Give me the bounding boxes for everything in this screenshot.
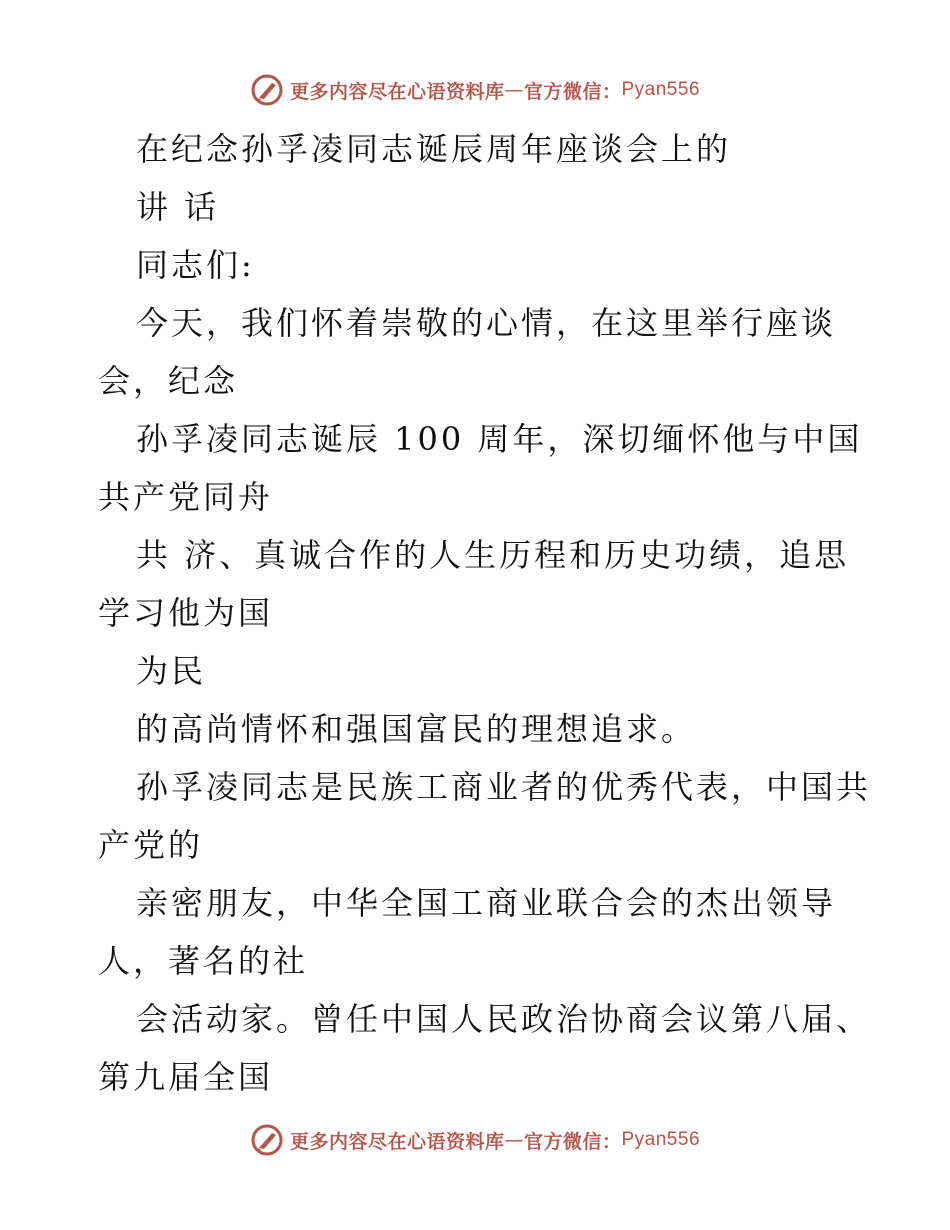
- banner-text: 更多内容尽在心语资料库: [289, 1130, 505, 1153]
- text-line: 人，著名的社: [98, 942, 309, 980]
- header-banner: [0, 70, 950, 110]
- text-line: 讲 话: [136, 188, 220, 226]
- banner-separator: —: [504, 79, 524, 101]
- text-line: 第九届全国: [98, 1058, 274, 1096]
- text-line: 共 济、真诚合作的人生历程和历史功绩，追思: [136, 536, 850, 574]
- banner-separator: —: [504, 1129, 524, 1151]
- quill-pen-icon: [250, 73, 284, 107]
- banner-text: 更多内容尽在心语资料库: [289, 80, 505, 103]
- footer-banner: [0, 1120, 950, 1160]
- quill-pen-icon: [250, 1123, 284, 1157]
- document-body: [98, 120, 898, 1106]
- text-line: 今天，我们怀着崇敬的心情，在这里举行座谈: [136, 304, 837, 342]
- text-line: 同志们:: [136, 246, 255, 284]
- text-line: 学习他为国: [98, 594, 274, 632]
- text-line: 的高尚情怀和强国富民的理想追求。: [136, 710, 697, 748]
- text-line: 共产党同舟: [98, 478, 274, 516]
- banner-wechat-label: 官方微信：: [523, 80, 622, 103]
- banner-wechat-label: 官方微信：: [523, 1130, 622, 1153]
- text-line: 亲密朋友，中华全国工商业联合会的杰出领导: [136, 884, 837, 922]
- text-line: 孙孚凌同志诞辰 100 周年，深切缅怀他与中国: [136, 420, 863, 458]
- text-line: 在纪念孙孚凌同志诞辰周年座谈会上的: [136, 130, 732, 168]
- banner-content: [250, 73, 700, 107]
- banner-wechat-id: Pyan556: [621, 1129, 701, 1150]
- text-line: 孙孚凌同志是民族工商业者的优秀代表，中国共: [136, 768, 872, 806]
- text-line: 产党的: [98, 826, 204, 864]
- text-line: 会活动家。曾任中国人民政治协商会议第八届、: [136, 1000, 872, 1038]
- banner-wechat-id: Pyan556: [621, 79, 701, 100]
- text-line: 会，纪念: [98, 362, 239, 400]
- banner-content: [250, 1123, 700, 1157]
- text-line: 为民: [136, 652, 207, 690]
